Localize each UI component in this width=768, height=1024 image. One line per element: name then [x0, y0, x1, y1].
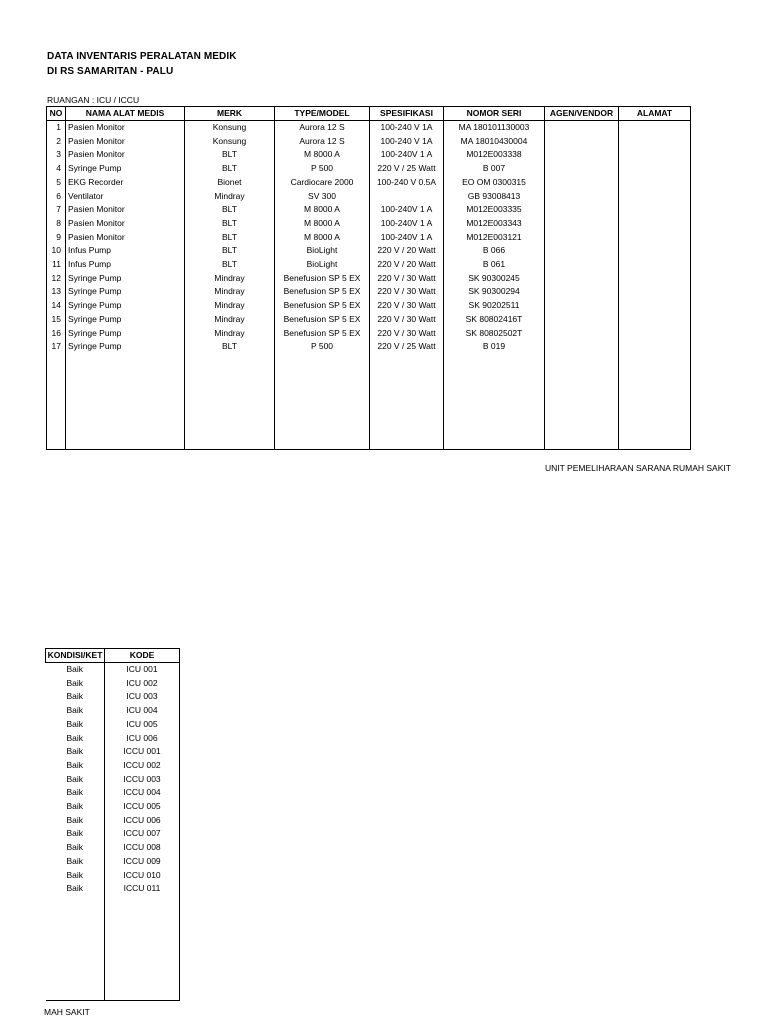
equipment-name-cell: Syringe Pump	[66, 340, 185, 354]
condition-cell: Baik	[46, 841, 105, 855]
serial-number-cell: B 066	[444, 244, 545, 258]
equipment-name-cell: Syringe Pump	[66, 285, 185, 299]
address-cell	[619, 162, 691, 176]
vendor-cell	[545, 327, 619, 341]
list-item	[46, 732, 180, 746]
equipment-name-cell: EKG Recorder	[66, 176, 185, 190]
serial-number-cell: M012E003121	[444, 231, 545, 245]
row-number-cell: 7	[47, 203, 66, 217]
row-number-cell: 12	[47, 272, 66, 286]
code-cell: ICCU 009	[105, 855, 180, 869]
model-cell: Benefusion SP 5 EX	[275, 327, 370, 341]
condition-cell: Baik	[46, 773, 105, 787]
condition-cell: Baik	[46, 690, 105, 704]
brand-cell: Mindray	[185, 285, 275, 299]
code-cell: ICU 004	[105, 704, 180, 718]
model-cell: Benefusion SP 5 EX	[275, 313, 370, 327]
row-number-cell: 6	[47, 190, 66, 204]
row-number-cell: 8	[47, 217, 66, 231]
table-row	[47, 299, 691, 313]
table-row	[47, 135, 691, 149]
col-header-no: NO	[47, 107, 66, 121]
equipment-name-cell: Infus Pump	[66, 244, 185, 258]
serial-number-cell: B 061	[444, 258, 545, 272]
vendor-cell	[545, 231, 619, 245]
specification-cell: 100-240V 1 A	[370, 231, 444, 245]
code-cell: ICCU 010	[105, 869, 180, 883]
condition-cell: Baik	[46, 745, 105, 759]
serial-number-cell: M012E003343	[444, 217, 545, 231]
row-number-cell: 14	[47, 299, 66, 313]
list-item	[46, 677, 180, 691]
specification-cell: 220 V / 25 Watt	[370, 162, 444, 176]
table-row	[47, 258, 691, 272]
brand-cell: BLT	[185, 340, 275, 354]
serial-number-cell: GB 93008413	[444, 190, 545, 204]
table-row	[47, 203, 691, 217]
serial-number-cell: M012E003335	[444, 203, 545, 217]
specification-cell: 220 V / 25 Watt	[370, 340, 444, 354]
brand-cell: Mindray	[185, 299, 275, 313]
list-item	[46, 786, 180, 800]
unit-footer-continuation: MAH SAKIT	[44, 1007, 90, 1017]
condition-cell: Baik	[46, 732, 105, 746]
specification-cell: 220 V / 30 Watt	[370, 272, 444, 286]
vendor-cell	[545, 299, 619, 313]
condition-cell: Baik	[46, 704, 105, 718]
vendor-cell	[545, 203, 619, 217]
model-cell: M 8000 A	[275, 217, 370, 231]
document-subtitle: DI RS SAMARITAN - PALU	[47, 66, 174, 77]
model-cell: M 8000 A	[275, 231, 370, 245]
condition-cell: Baik	[46, 814, 105, 828]
address-cell	[619, 217, 691, 231]
list-item	[46, 882, 180, 896]
specification-cell: 220 V / 30 Watt	[370, 285, 444, 299]
address-cell	[619, 176, 691, 190]
condition-cell: Baik	[46, 663, 105, 677]
equipment-name-cell: Syringe Pump	[66, 299, 185, 313]
vendor-cell	[545, 135, 619, 149]
code-cell: ICCU 004	[105, 786, 180, 800]
condition-cell: Baik	[46, 718, 105, 732]
model-cell: SV 300	[275, 190, 370, 204]
row-number-cell: 2	[47, 135, 66, 149]
inventory-header-row	[47, 107, 691, 121]
vendor-cell	[545, 176, 619, 190]
equipment-name-cell: Pasien Monitor	[66, 231, 185, 245]
condition-cell: Baik	[46, 786, 105, 800]
vendor-cell	[545, 244, 619, 258]
vendor-cell	[545, 162, 619, 176]
brand-cell: BLT	[185, 148, 275, 162]
brand-cell: Mindray	[185, 190, 275, 204]
serial-number-cell: MA 180101130003	[444, 121, 545, 135]
specification-cell: 220 V / 20 Watt	[370, 244, 444, 258]
vendor-cell	[545, 190, 619, 204]
row-number-cell: 13	[47, 285, 66, 299]
condition-cell: Baik	[46, 855, 105, 869]
equipment-name-cell: Infus Pump	[66, 258, 185, 272]
table-row	[47, 190, 691, 204]
address-cell	[619, 285, 691, 299]
list-item	[46, 814, 180, 828]
model-cell: Aurora 12 S	[275, 121, 370, 135]
row-number-cell: 9	[47, 231, 66, 245]
table-row	[47, 327, 691, 341]
model-cell: P 500	[275, 340, 370, 354]
condition-cell: Baik	[46, 869, 105, 883]
equipment-name-cell: Pasien Monitor	[66, 148, 185, 162]
brand-cell: BLT	[185, 162, 275, 176]
equipment-name-cell: Syringe Pump	[66, 272, 185, 286]
equipment-name-cell: Syringe Pump	[66, 162, 185, 176]
col-header-vendor: AGEN/VENDOR	[545, 107, 619, 121]
code-cell: ICCU 011	[105, 882, 180, 896]
list-item	[46, 855, 180, 869]
table-row	[47, 272, 691, 286]
list-item	[46, 759, 180, 773]
model-cell: Cardiocare 2000	[275, 176, 370, 190]
col-header-code: KODE	[105, 649, 180, 663]
condition-cell: Baik	[46, 677, 105, 691]
col-header-type: TYPE/MODEL	[275, 107, 370, 121]
condition-cell: Baik	[46, 759, 105, 773]
list-item	[46, 827, 180, 841]
condition-cell: Baik	[46, 827, 105, 841]
room-label: RUANGAN : ICU / ICCU	[47, 95, 140, 105]
table-row	[47, 231, 691, 245]
list-item	[46, 841, 180, 855]
address-cell	[619, 272, 691, 286]
model-cell: P 500	[275, 162, 370, 176]
equipment-name-cell: Pasien Monitor	[66, 203, 185, 217]
code-cell: ICCU 007	[105, 827, 180, 841]
code-cell: ICU 001	[105, 663, 180, 677]
list-item	[46, 800, 180, 814]
equipment-name-cell: Syringe Pump	[66, 313, 185, 327]
equipment-name-cell: Pasien Monitor	[66, 135, 185, 149]
list-item	[46, 690, 180, 704]
code-cell: ICCU 008	[105, 841, 180, 855]
address-cell	[619, 244, 691, 258]
vendor-cell	[545, 340, 619, 354]
specification-cell: 220 V / 30 Watt	[370, 327, 444, 341]
model-cell: Aurora 12 S	[275, 135, 370, 149]
address-cell	[619, 148, 691, 162]
address-cell	[619, 190, 691, 204]
table-row	[47, 244, 691, 258]
specification-cell	[370, 190, 444, 204]
condition-table	[45, 648, 180, 1001]
address-cell	[619, 258, 691, 272]
table-row	[47, 313, 691, 327]
serial-number-cell: SK 80802416T	[444, 313, 545, 327]
condition-cell: Baik	[46, 800, 105, 814]
code-cell: ICU 003	[105, 690, 180, 704]
specification-cell: 220 V / 30 Watt	[370, 313, 444, 327]
col-header-serial: NOMOR SERI	[444, 107, 545, 121]
model-cell: M 8000 A	[275, 148, 370, 162]
col-header-name: NAMA ALAT MEDIS	[66, 107, 185, 121]
row-number-cell: 16	[47, 327, 66, 341]
serial-number-cell: B 007	[444, 162, 545, 176]
serial-number-cell: SK 80802502T	[444, 327, 545, 341]
brand-cell: Mindray	[185, 272, 275, 286]
list-item	[46, 704, 180, 718]
address-cell	[619, 313, 691, 327]
code-cell: ICU 002	[105, 677, 180, 691]
vendor-cell	[545, 313, 619, 327]
list-item	[46, 869, 180, 883]
serial-number-cell: B 019	[444, 340, 545, 354]
row-number-cell: 5	[47, 176, 66, 190]
model-cell: Benefusion SP 5 EX	[275, 299, 370, 313]
specification-cell: 220 V / 20 Watt	[370, 258, 444, 272]
row-number-cell: 3	[47, 148, 66, 162]
vendor-cell	[545, 258, 619, 272]
code-cell: ICCU 003	[105, 773, 180, 787]
col-header-spec: SPESIFIKASI	[370, 107, 444, 121]
brand-cell: Mindray	[185, 313, 275, 327]
address-cell	[619, 327, 691, 341]
code-cell: ICCU 006	[105, 814, 180, 828]
inventory-table	[46, 106, 691, 450]
col-header-merk: MERK	[185, 107, 275, 121]
col-header-condition: KONDISI/KET	[46, 649, 105, 663]
row-number-cell: 10	[47, 244, 66, 258]
address-cell	[619, 299, 691, 313]
brand-cell: BLT	[185, 258, 275, 272]
brand-cell: Konsung	[185, 135, 275, 149]
table-row	[47, 176, 691, 190]
table-row	[47, 285, 691, 299]
specification-cell: 100-240 V 1A	[370, 135, 444, 149]
table-filler-row	[47, 354, 691, 450]
table-row	[47, 162, 691, 176]
model-cell: Benefusion SP 5 EX	[275, 272, 370, 286]
unit-footer-label: UNIT PEMELIHARAAN SARANA RUMAH SAKIT	[545, 463, 731, 473]
equipment-name-cell: Syringe Pump	[66, 327, 185, 341]
brand-cell: BLT	[185, 231, 275, 245]
specification-cell: 100-240 V 0.5A	[370, 176, 444, 190]
specification-cell: 100-240V 1 A	[370, 217, 444, 231]
list-item	[46, 773, 180, 787]
row-number-cell: 15	[47, 313, 66, 327]
condition-cell: Baik	[46, 882, 105, 896]
serial-number-cell: SK 90202511	[444, 299, 545, 313]
equipment-name-cell: Pasien Monitor	[66, 217, 185, 231]
code-cell: ICU 005	[105, 718, 180, 732]
row-number-cell: 17	[47, 340, 66, 354]
address-cell	[619, 135, 691, 149]
address-cell	[619, 121, 691, 135]
table-filler-row	[46, 896, 180, 1001]
vendor-cell	[545, 272, 619, 286]
model-cell: Benefusion SP 5 EX	[275, 285, 370, 299]
specification-cell: 100-240V 1 A	[370, 148, 444, 162]
specification-cell: 100-240V 1 A	[370, 203, 444, 217]
brand-cell: Mindray	[185, 327, 275, 341]
address-cell	[619, 340, 691, 354]
table-row	[47, 121, 691, 135]
brand-cell: BLT	[185, 217, 275, 231]
specification-cell: 220 V / 30 Watt	[370, 299, 444, 313]
list-item	[46, 718, 180, 732]
vendor-cell	[545, 217, 619, 231]
serial-number-cell: MA 18010430004	[444, 135, 545, 149]
col-header-address: ALAMAT	[619, 107, 691, 121]
model-cell: BioLight	[275, 258, 370, 272]
vendor-cell	[545, 285, 619, 299]
table-row	[47, 340, 691, 354]
vendor-cell	[545, 121, 619, 135]
serial-number-cell: SK 90300245	[444, 272, 545, 286]
address-cell	[619, 231, 691, 245]
row-number-cell: 4	[47, 162, 66, 176]
serial-number-cell: SK 90300294	[444, 285, 545, 299]
code-cell: ICCU 002	[105, 759, 180, 773]
model-cell: M 8000 A	[275, 203, 370, 217]
list-item	[46, 745, 180, 759]
table-row	[47, 217, 691, 231]
specification-cell: 100-240 V 1A	[370, 121, 444, 135]
brand-cell: BLT	[185, 244, 275, 258]
table-row	[47, 148, 691, 162]
brand-cell: Konsung	[185, 121, 275, 135]
list-item	[46, 663, 180, 677]
equipment-name-cell: Pasien Monitor	[66, 121, 185, 135]
serial-number-cell: EO OM 0300315	[444, 176, 545, 190]
brand-cell: BLT	[185, 203, 275, 217]
serial-number-cell: M012E003338	[444, 148, 545, 162]
brand-cell: Bionet	[185, 176, 275, 190]
row-number-cell: 1	[47, 121, 66, 135]
code-cell: ICCU 001	[105, 745, 180, 759]
row-number-cell: 11	[47, 258, 66, 272]
address-cell	[619, 203, 691, 217]
code-cell: ICU 006	[105, 732, 180, 746]
code-cell: ICCU 005	[105, 800, 180, 814]
condition-header-row	[46, 649, 180, 663]
model-cell: BioLight	[275, 244, 370, 258]
vendor-cell	[545, 148, 619, 162]
document-title: DATA INVENTARIS PERALATAN MEDIK	[47, 51, 237, 62]
equipment-name-cell: Ventilator	[66, 190, 185, 204]
